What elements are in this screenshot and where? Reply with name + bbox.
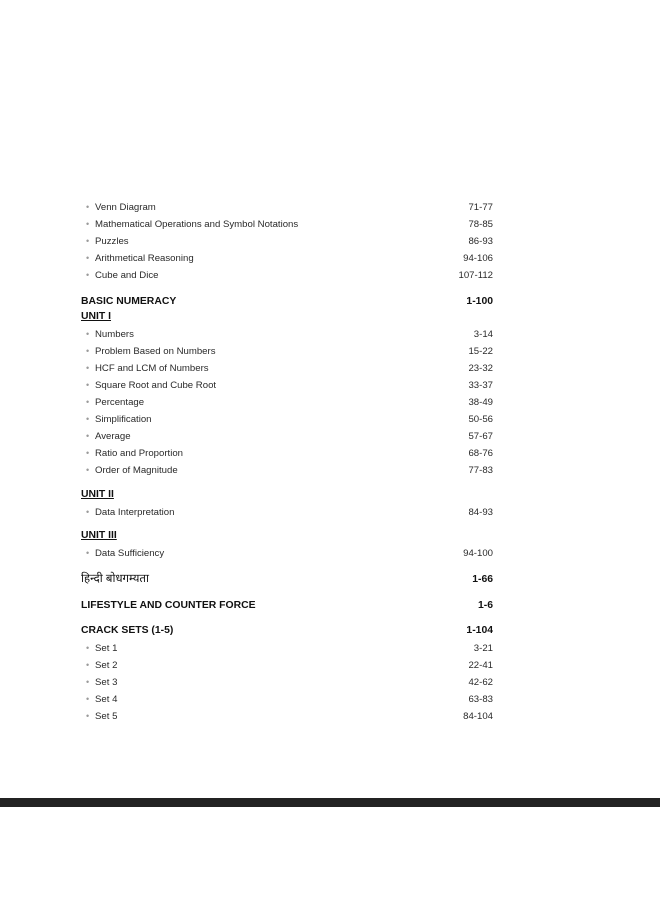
unit-heading-3: UNIT III bbox=[81, 530, 117, 541]
toc-entry bbox=[81, 252, 493, 265]
toc-entry bbox=[81, 464, 493, 477]
unit-heading-2: UNIT II bbox=[81, 489, 114, 500]
section-pages: 1-100 bbox=[466, 296, 493, 307]
toc-entry-pages: 42-62 bbox=[468, 677, 493, 688]
toc-entry-pages: 3-21 bbox=[473, 643, 493, 654]
toc-entry-label: Data Sufficiency bbox=[95, 548, 165, 559]
toc-entry-pages: 57-67 bbox=[468, 431, 493, 442]
section-pages: 1-66 bbox=[472, 574, 493, 585]
toc-entry-label: Ratio and Proportion bbox=[95, 448, 183, 459]
bullet-icon: • bbox=[86, 677, 90, 687]
toc-entry bbox=[81, 642, 493, 655]
bullet-icon: • bbox=[86, 711, 90, 721]
bullet-icon: • bbox=[86, 414, 90, 424]
section-heading-crack-sets bbox=[81, 625, 493, 637]
toc-entry bbox=[81, 547, 493, 560]
toc-entry-label: Set 1 bbox=[95, 643, 118, 654]
section-pages: 1-104 bbox=[466, 625, 493, 636]
bullet-icon: • bbox=[86, 694, 90, 704]
toc-entry-pages: 71-77 bbox=[468, 202, 493, 213]
toc-entry-label: Average bbox=[95, 431, 131, 442]
toc-entry-label: Puzzles bbox=[95, 236, 129, 247]
toc-entry bbox=[81, 218, 493, 231]
toc-entry-label: Arithmetical Reasoning bbox=[95, 253, 194, 264]
toc-entry-label: Set 4 bbox=[95, 694, 118, 705]
bullet-icon: • bbox=[86, 236, 90, 246]
toc-entry-label: Mathematical Operations and Symbol Notations bbox=[95, 219, 299, 230]
bullet-icon: • bbox=[86, 270, 90, 280]
toc-entry bbox=[81, 328, 493, 341]
section-title: CRACK SETS (1-5) bbox=[81, 625, 174, 636]
bullet-icon: • bbox=[86, 548, 90, 558]
toc-entry-label: Venn Diagram bbox=[95, 202, 156, 213]
toc-entry-pages: 33-37 bbox=[468, 380, 493, 391]
toc-entry-label: Percentage bbox=[95, 397, 145, 408]
toc-entry-label: Set 5 bbox=[95, 711, 118, 722]
section-heading-lifestyle bbox=[81, 600, 493, 612]
bullet-icon: • bbox=[86, 660, 90, 670]
toc-entry-pages: 22-41 bbox=[468, 660, 493, 671]
toc-entry-pages: 63-83 bbox=[468, 694, 493, 705]
toc-entry-label: Cube and Dice bbox=[95, 270, 159, 281]
toc-entry bbox=[81, 413, 493, 426]
bullet-icon: • bbox=[86, 346, 90, 356]
toc-entry bbox=[81, 659, 493, 672]
bullet-icon: • bbox=[86, 219, 90, 229]
toc-entry bbox=[81, 379, 493, 392]
toc-entry-pages: 77-83 bbox=[468, 465, 493, 476]
toc-entry bbox=[81, 396, 493, 409]
bullet-icon: • bbox=[86, 397, 90, 407]
toc-entry-label: Set 2 bbox=[95, 660, 118, 671]
toc-entry bbox=[81, 345, 493, 358]
toc-entry-label: Problem Based on Numbers bbox=[95, 346, 216, 357]
toc-entry bbox=[81, 447, 493, 460]
toc-entry-pages: 3-14 bbox=[473, 329, 493, 340]
section-pages: 1-6 bbox=[477, 600, 493, 611]
section-title: BASIC NUMERACY bbox=[81, 296, 177, 307]
toc-entry-pages: 15-22 bbox=[468, 346, 493, 357]
toc-entry-label: Numbers bbox=[95, 329, 134, 340]
footer-bar bbox=[0, 798, 660, 807]
toc-entry-pages: 68-76 bbox=[468, 448, 493, 459]
toc-entry-pages: 23-32 bbox=[468, 363, 493, 374]
toc-entry-label: HCF and LCM of Numbers bbox=[95, 363, 209, 374]
section-heading-basic-numeracy bbox=[81, 296, 493, 308]
toc-entry-label: Set 3 bbox=[95, 677, 118, 688]
bullet-icon: • bbox=[86, 380, 90, 390]
toc-entry bbox=[81, 506, 493, 519]
bullet-icon: • bbox=[86, 448, 90, 458]
toc-entry bbox=[81, 362, 493, 375]
toc-entry-pages: 94-100 bbox=[463, 548, 493, 559]
bullet-icon: • bbox=[86, 643, 90, 653]
bullet-icon: • bbox=[86, 363, 90, 373]
bullet-icon: • bbox=[86, 465, 90, 475]
bullet-icon: • bbox=[86, 431, 90, 441]
toc-entry-pages: 78-85 bbox=[468, 219, 493, 230]
toc-entry bbox=[81, 235, 493, 248]
toc-entry bbox=[81, 693, 493, 706]
bullet-icon: • bbox=[86, 253, 90, 263]
toc-entry-pages: 94-106 bbox=[463, 253, 493, 264]
toc-entry-label: Square Root and Cube Root bbox=[95, 380, 217, 391]
toc-entry-pages: 38-49 bbox=[468, 397, 493, 408]
toc-entry-pages: 84-104 bbox=[463, 711, 493, 722]
toc-entry-label: Simplification bbox=[95, 414, 152, 425]
toc-entry-pages: 84-93 bbox=[468, 507, 493, 518]
toc-entry bbox=[81, 710, 493, 723]
toc-entry-pages: 86-93 bbox=[468, 236, 493, 247]
toc-entry-label: Data Interpretation bbox=[95, 507, 175, 518]
section-heading-hindi bbox=[81, 573, 493, 586]
bullet-icon: • bbox=[86, 202, 90, 212]
toc-entry bbox=[81, 430, 493, 443]
section-title: हिन्दी बोधगम्यता bbox=[81, 573, 149, 585]
bullet-icon: • bbox=[86, 329, 90, 339]
toc-entry bbox=[81, 269, 493, 282]
toc-entry-label: Order of Magnitude bbox=[95, 465, 178, 476]
toc-entry bbox=[81, 676, 493, 689]
unit-heading-1: UNIT I bbox=[81, 311, 112, 322]
section-title: LIFESTYLE AND COUNTER FORCE bbox=[81, 600, 256, 611]
toc-entry-pages: 50-56 bbox=[468, 414, 493, 425]
toc-entry-pages: 107-112 bbox=[458, 270, 493, 281]
bullet-icon: • bbox=[86, 507, 90, 517]
toc-entry bbox=[81, 201, 493, 214]
